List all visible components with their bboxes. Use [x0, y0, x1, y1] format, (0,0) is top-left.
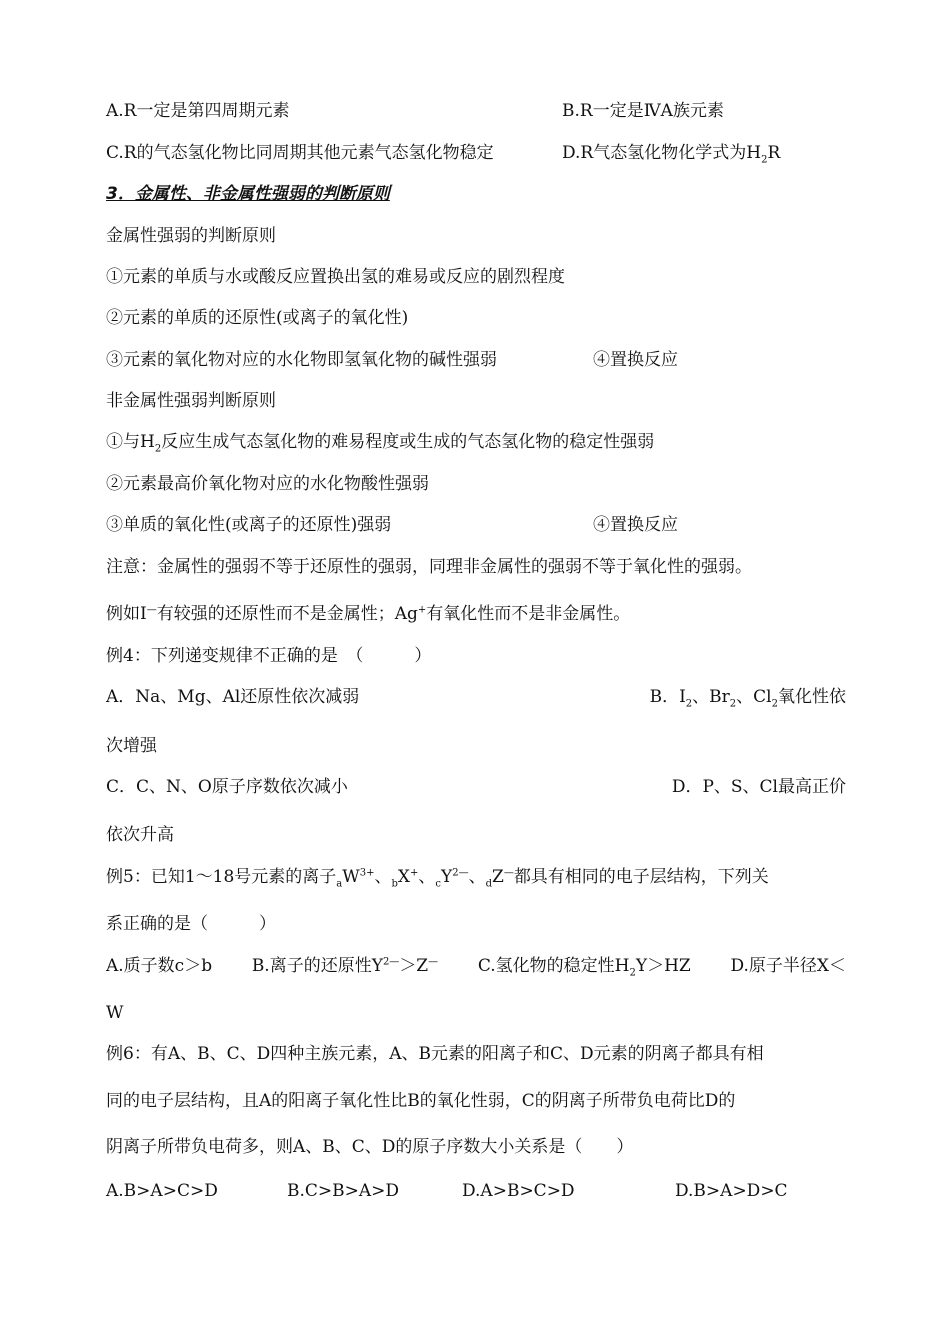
prev-option-a: A.R一定是第四周期元素 — [106, 101, 290, 121]
nonmetal-rule-3: ③单质的氧化性(或离子的还原性)强弱 — [106, 515, 392, 535]
metal-rule-3: ③元素的氧化物对应的水化物即氢氧化物的碱性强弱 — [106, 350, 497, 370]
nonmetal-title: 非金属性强弱判断原则 — [106, 391, 276, 411]
ex4-option-c: C．C、N、O原子序数依次减小 — [106, 777, 348, 797]
ex4-stem: 例4：下列递变规律不正确的是 （ ） — [106, 646, 432, 666]
prev-option-d: D.R气态氢化物化学式为$H_2R$ — [562, 143, 781, 166]
ex4-option-d: D．P、S、Cl最高正价 — [671, 777, 846, 797]
note-text: 注意：金属性的强弱不等于还原性的强弱，同理非金属性的强弱不等于氧化性的强弱。 — [106, 557, 752, 577]
ex5-stem-line1 — [106, 866, 846, 888]
example-text: 例如I—有较强的还原性而不是金属性；Ag+有氧化性而不是非金属性。 — [106, 604, 631, 624]
ex6-option-d: D.B>A>D>C — [675, 1181, 788, 1201]
ex6-option-a: A.B>A>C>D — [106, 1181, 218, 1201]
ex4-option-a: A．Na、Mg、Al还原性依次减弱 — [106, 687, 360, 707]
ex6-option-b: B.C>B>A>D — [287, 1181, 400, 1201]
metal-title: 金属性强弱的判断原则 — [106, 226, 276, 246]
ex5-stem-pre: 例5：已知1～18号元素的离子$_aW^{3+}$、$_b$X+、$_cY^{2—}$、$_d$Z—都具有相同的电子层结构，下列关 — [106, 867, 769, 890]
metal-rule-1: ①元素的单质与水或酸反应置换出氢的难易或反应的剧烈程度 — [106, 267, 565, 287]
ex5-options-row — [106, 955, 846, 977]
ex5-option-c: C.氢化物的稳定性$H_2Y>HZ$ — [477, 956, 691, 979]
ex4-option-b: B．$I_2$、$Br_2$、$Cl_2$氧化性依 — [649, 687, 846, 710]
ex4-option-b-cont: 次增强 — [106, 736, 157, 756]
ex6-line-1: 例6：有A、B、C、D四种主族元素，A、B元素的阳离子和C、D元素的阴离子都具有相 — [106, 1044, 764, 1064]
ex4-row-ab — [106, 686, 846, 708]
nonmetal-rule-1: ①与$H_2$反应生成气态氢化物的难易程度或生成的气态氢化物的稳定性强弱 — [106, 432, 655, 455]
metal-rule-2: ②元素的单质的还原性(或离子的氧化性) — [106, 308, 409, 328]
ex4-option-d-cont: 依次升高 — [106, 825, 174, 845]
ex6-line-3: 阴离子所带负电荷多，则A、B、C、D的原子序数大小关系是（ ） — [106, 1137, 634, 1157]
ex5-option-a: A.质子数c＞b — [106, 956, 213, 976]
section-heading: 3．金属性、非金属性强弱的判断原则 — [106, 184, 390, 204]
prev-option-b: B.R一定是ⅣA族元素 — [562, 101, 724, 121]
nonmetal-rule-2: ②元素最高价氧化物对应的水化物酸性强弱 — [106, 474, 429, 494]
ex5-option-d-cont: W — [106, 1003, 124, 1023]
ex6-line-2: 同的电子层结构，且A的阳离子氧化性比B的氧化性弱，C的阴离子所带负电荷比D的 — [106, 1091, 736, 1111]
nonmetal-rule-4: ④置换反应 — [593, 515, 678, 535]
ex5-stem-line2: 系正确的是（ ） — [106, 914, 276, 934]
ex5-option-d: D.原子半径X＜ — [730, 956, 846, 976]
ex4-row-cd — [106, 776, 846, 798]
ex6-option-c: D.A>B>C>D — [462, 1181, 575, 1201]
prev-option-c: C.R的气态氢化物比同周期其他元素气态氢化物稳定 — [106, 143, 494, 163]
ex5-option-b: B.离子的还原性$Y^{2—}>Z^—$ — [251, 956, 439, 976]
metal-rule-4: ④置换反应 — [593, 350, 678, 370]
